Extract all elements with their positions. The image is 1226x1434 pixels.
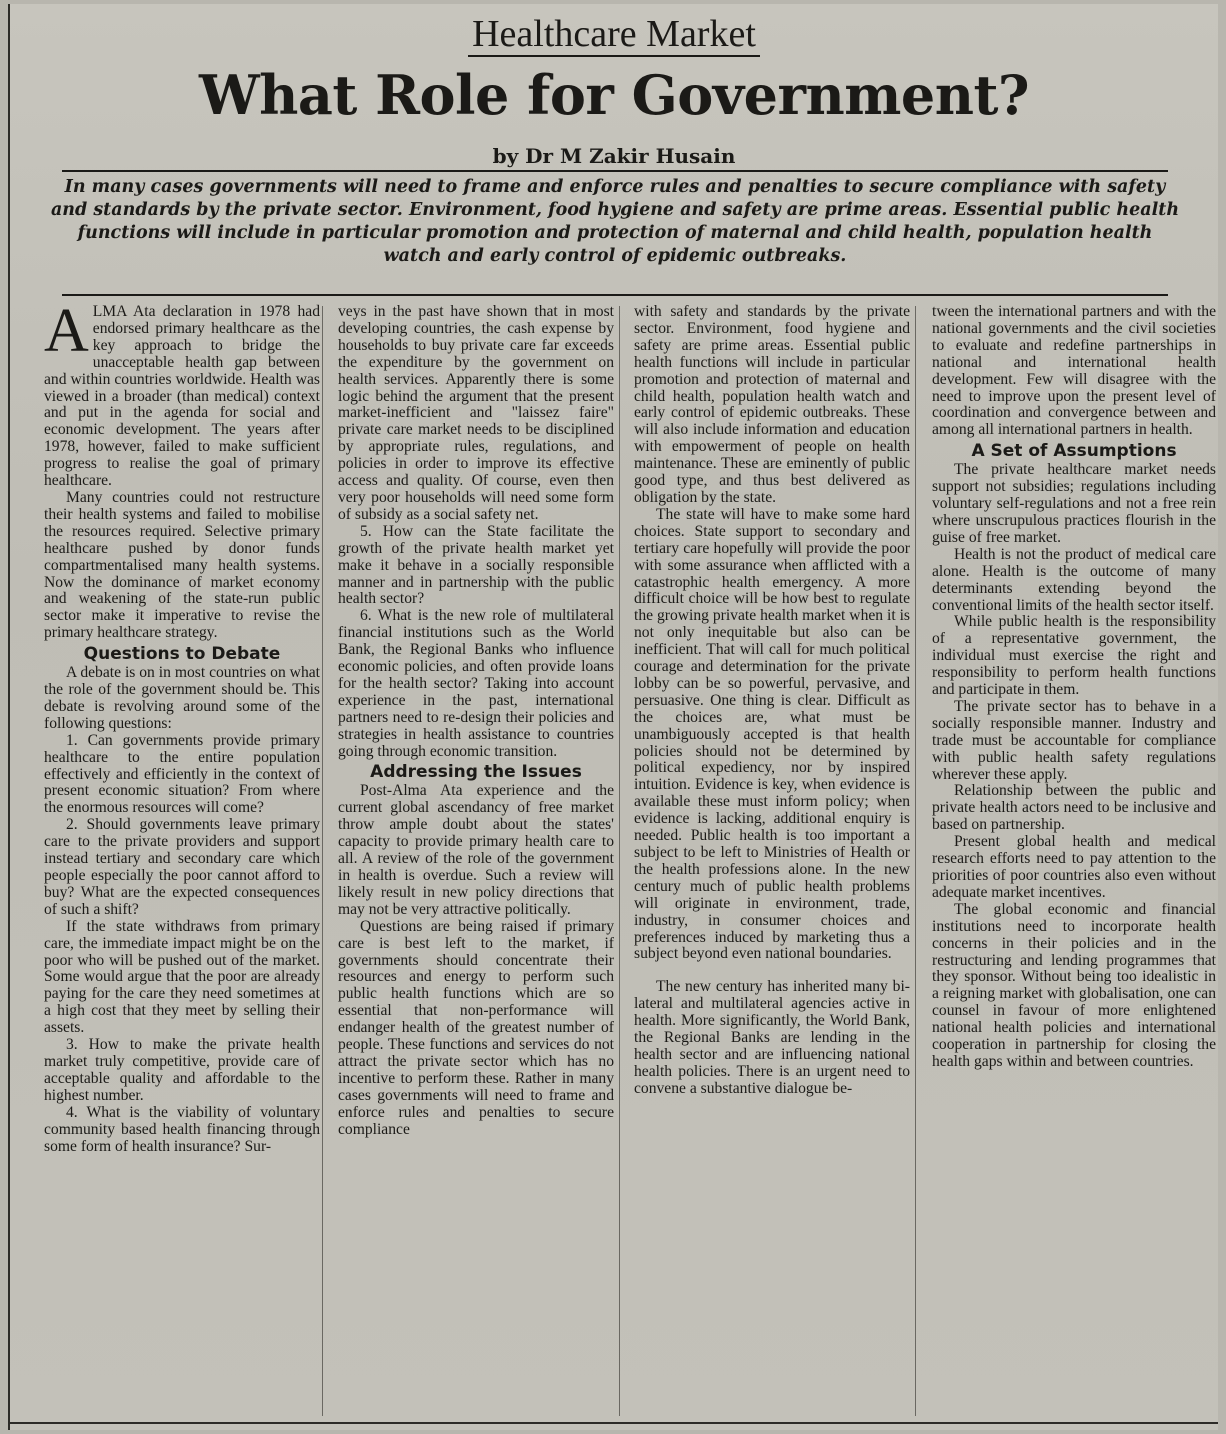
paragraph: Health is not the product of medical care alone. Health is the outcome of many determinants extending beyond the conventional limits of the health sector itself. <box>932 545 1216 614</box>
paragraph: 2. Should governments leave primary care to the private providers and support instead tertiary and secondary care which people especially the poor cannot afford to buy? What are the expected consequences of such a shift? <box>44 816 320 918</box>
paragraph: tween the international partners and with the national governments and the civil societies to evaluate and redefine partnerships in national and international health development. Few will disagree with the need to improve upon the present level of coordination and convergence between and among all international partners in health. <box>932 303 1216 439</box>
drop-cap: A <box>44 297 89 365</box>
paragraph: The state will have to make some hard choices. State support to secondary and tertiary care hopefully will provide the poor with some assurance when afflicted with a catastrophic health emergency. A more difficult choice will be how best to regulate the growing private health market when it is not only inequitable but also can be inefficient. That will call for much political courage and determination for the private lobby can be so powerful, pervasive, and persuasive. One thing is clear. Difficult as the choices are, what must be unambiguously accepted is that health policies should not be determined by political expediency, nor by inspired intuition. Evidence is key, when evidence is available these must inform policy; when evidence is lacking, additional enquiry is needed. Public health is too important a subject to be left to Ministries of Health or the health professions alone. In the new century much of public health problems will originate in environment, trade, industry, in consumer choices and preferences induced by marketing thus a subject beyond even national boundaries. <box>634 505 910 963</box>
paragraph: If the state withdraws from primary care, the immediate impact might be on the poor who will be pushed out of the market. Some would argue that the poor are already paying for the care they need sometimes at a high cost that they meet by selling their assets. <box>44 917 320 1037</box>
paragraph: 5. How can the State facilitate the growth of the private health market yet make it behave in a socially responsible manner and in partnership with the public health sector? <box>338 522 614 608</box>
newspaper-page <box>8 4 1218 1430</box>
rule-bottom <box>62 294 1168 296</box>
standfirst: In many cases governments will need to frame and enforce rules and penalties to secure compliance with safety and standards by the private sector. Environment, food hygiene and safety are prime areas. Essential public health functions will include in particular promotion and protection of maternal and child health, population health watch and early control of epidemic outbreaks. <box>50 177 1180 266</box>
paragraph: 3. How to make the private health market truly competitive, provide care of acceptable quality and affordable to the highest number. <box>44 1036 320 1104</box>
paragraph: 4. What is the viability of voluntary community based health financing through some form of health insurance? Sur- <box>44 1103 320 1155</box>
column-divider <box>915 306 916 1416</box>
subheading: Questions to Debate <box>83 644 281 665</box>
headline: What Role for Government? <box>198 63 1030 127</box>
paragraph: Questions are being raised if primary care is best left to the market, if governments should concentrate their resources and energy to perform such public health functions which are so essential that non-performance will endanger health of the greatest number of people. These functions and services do not attract the private sector which has no incentive to perform these. Rather in many cases governments will need to frame and enforce rules and penalties to secure compliance <box>338 917 614 1138</box>
paragraph: with safety and standards by the private sector. Environment, food hygiene and safety are prime areas. Essential public health functions will include in particular promotion and protection of maternal and child health, population health watch and early control of epidemic outbreaks. These will also include information and education with empowerment of people on health maintenance. These are eminently of public good type, and thus best delivered as obligation by the state. <box>634 303 910 506</box>
paragraph: The private sector has to behave in a socially responsible manner. Industry and trade must be accountable for compliance with public health safety regulations wherever these apply. <box>932 697 1216 783</box>
column-divider <box>619 306 620 1416</box>
paragraph: 6. What is the new role of multilateral financial institutions such as the World Bank, the Regional Banks who influence economic policies, and often provide loans for the health sector? Taking into account experience in the past, international partners need to re-design their policies and strategies in health assistance to countries going through economic transition. <box>338 607 614 760</box>
paragraph: The global economic and financial institutions need to incorporate health concerns in their policies and in the restructuring and lending programmes that they sponsor. Without being too idealistic in a reigning market with globalisation, one can counsel in favour of more enlightened national health policies and international cooperation in partnership for closing the health gaps within and between countries. <box>932 900 1216 1070</box>
paragraph: The new century has inherited many bi-lateral and multilateral agencies active in health. More significantly, the World Bank, the Regional Banks are lending in the health sector and are influencing national health policies. There is an urgent need to convene a substantive dialogue be- <box>634 978 910 1097</box>
column-1 <box>44 297 320 1155</box>
column-divider <box>322 306 323 1416</box>
paragraph: ALMA Ata declaration in 1978 had endorsed primary healthcare as the key approach to bridge the unacceptable health gap between and within countries worldwide. Health was viewed in a broader (than medical) context and put in the agenda for social and economic development. The years after 1978, however, failed to make sufficient progress to realise the goal of primary healthcare. <box>44 297 320 490</box>
rule-top <box>62 170 1168 172</box>
column-3 <box>634 304 910 1098</box>
page-bottom-rule <box>10 1422 1218 1424</box>
paragraph: The private healthcare market needs support not subsidies; regulations including voluntary self-regulations and not a free rein where unscrupulous practices flourish in the guise of free market. <box>932 461 1216 546</box>
subheading: Addressing the Issues <box>370 762 582 783</box>
paragraph: Many countries could not restructure their health systems and failed to mobilise the resources required. Selective primary healthcare pushed by donor funds compartmentalised many health systems. Now the dominance of market economy and weakening of the state-run public sector make it imperative to revise the primary healthcare strategy. <box>44 488 320 642</box>
paragraph: Post-Alma Ata experience and the current global ascendancy of free market throw ample doubt about the states' capacity to provide primary health care to all. A review of the role of the government in health is overdue. Such a review will likely result in new policy directions that may not be very attractive politically. <box>338 782 614 918</box>
paragraph: Present global health and medical research efforts need to pay attention to the priorities of poor countries also even without adequate market incentives. <box>932 833 1216 901</box>
column-2 <box>338 304 614 1139</box>
byline: by Dr M Zakir Husain <box>492 144 736 168</box>
paragraph: 1. Can governments provide primary healthcare to the entire population effectively and efficiently in the context of present economic situation? From where the enormous resources will come? <box>44 731 320 817</box>
paragraph: A debate is on in most countries on what the role of the government should be. This debate is revolving around some of the following questions: <box>44 664 320 732</box>
paragraph: Relationship between the public and private health actors need to be inclusive and based on partnership. <box>932 782 1216 834</box>
paragraph: veys in the past have shown that in most developing countries, the cash expense by households to buy private care far exceeds the expenditure by the government on health services. Apparently there is some logic behind the argument that the present market-inefficient and "laissez faire" private care market needs to be disciplined by appropriate rules, regulations, and policies in order to improve its effective access and quality. Of course, even then very poor households will need some form of subsidy as a social safety net. <box>338 303 614 523</box>
column-4 <box>932 304 1216 1071</box>
paragraph: While public health is the responsibility of a representative government, the individual must exercise the right and responsibility to perform health functions and participate in them. <box>932 613 1216 699</box>
section-kicker: Healthcare Market <box>10 12 1218 56</box>
subheading: A Set of Assumptions <box>971 441 1177 462</box>
